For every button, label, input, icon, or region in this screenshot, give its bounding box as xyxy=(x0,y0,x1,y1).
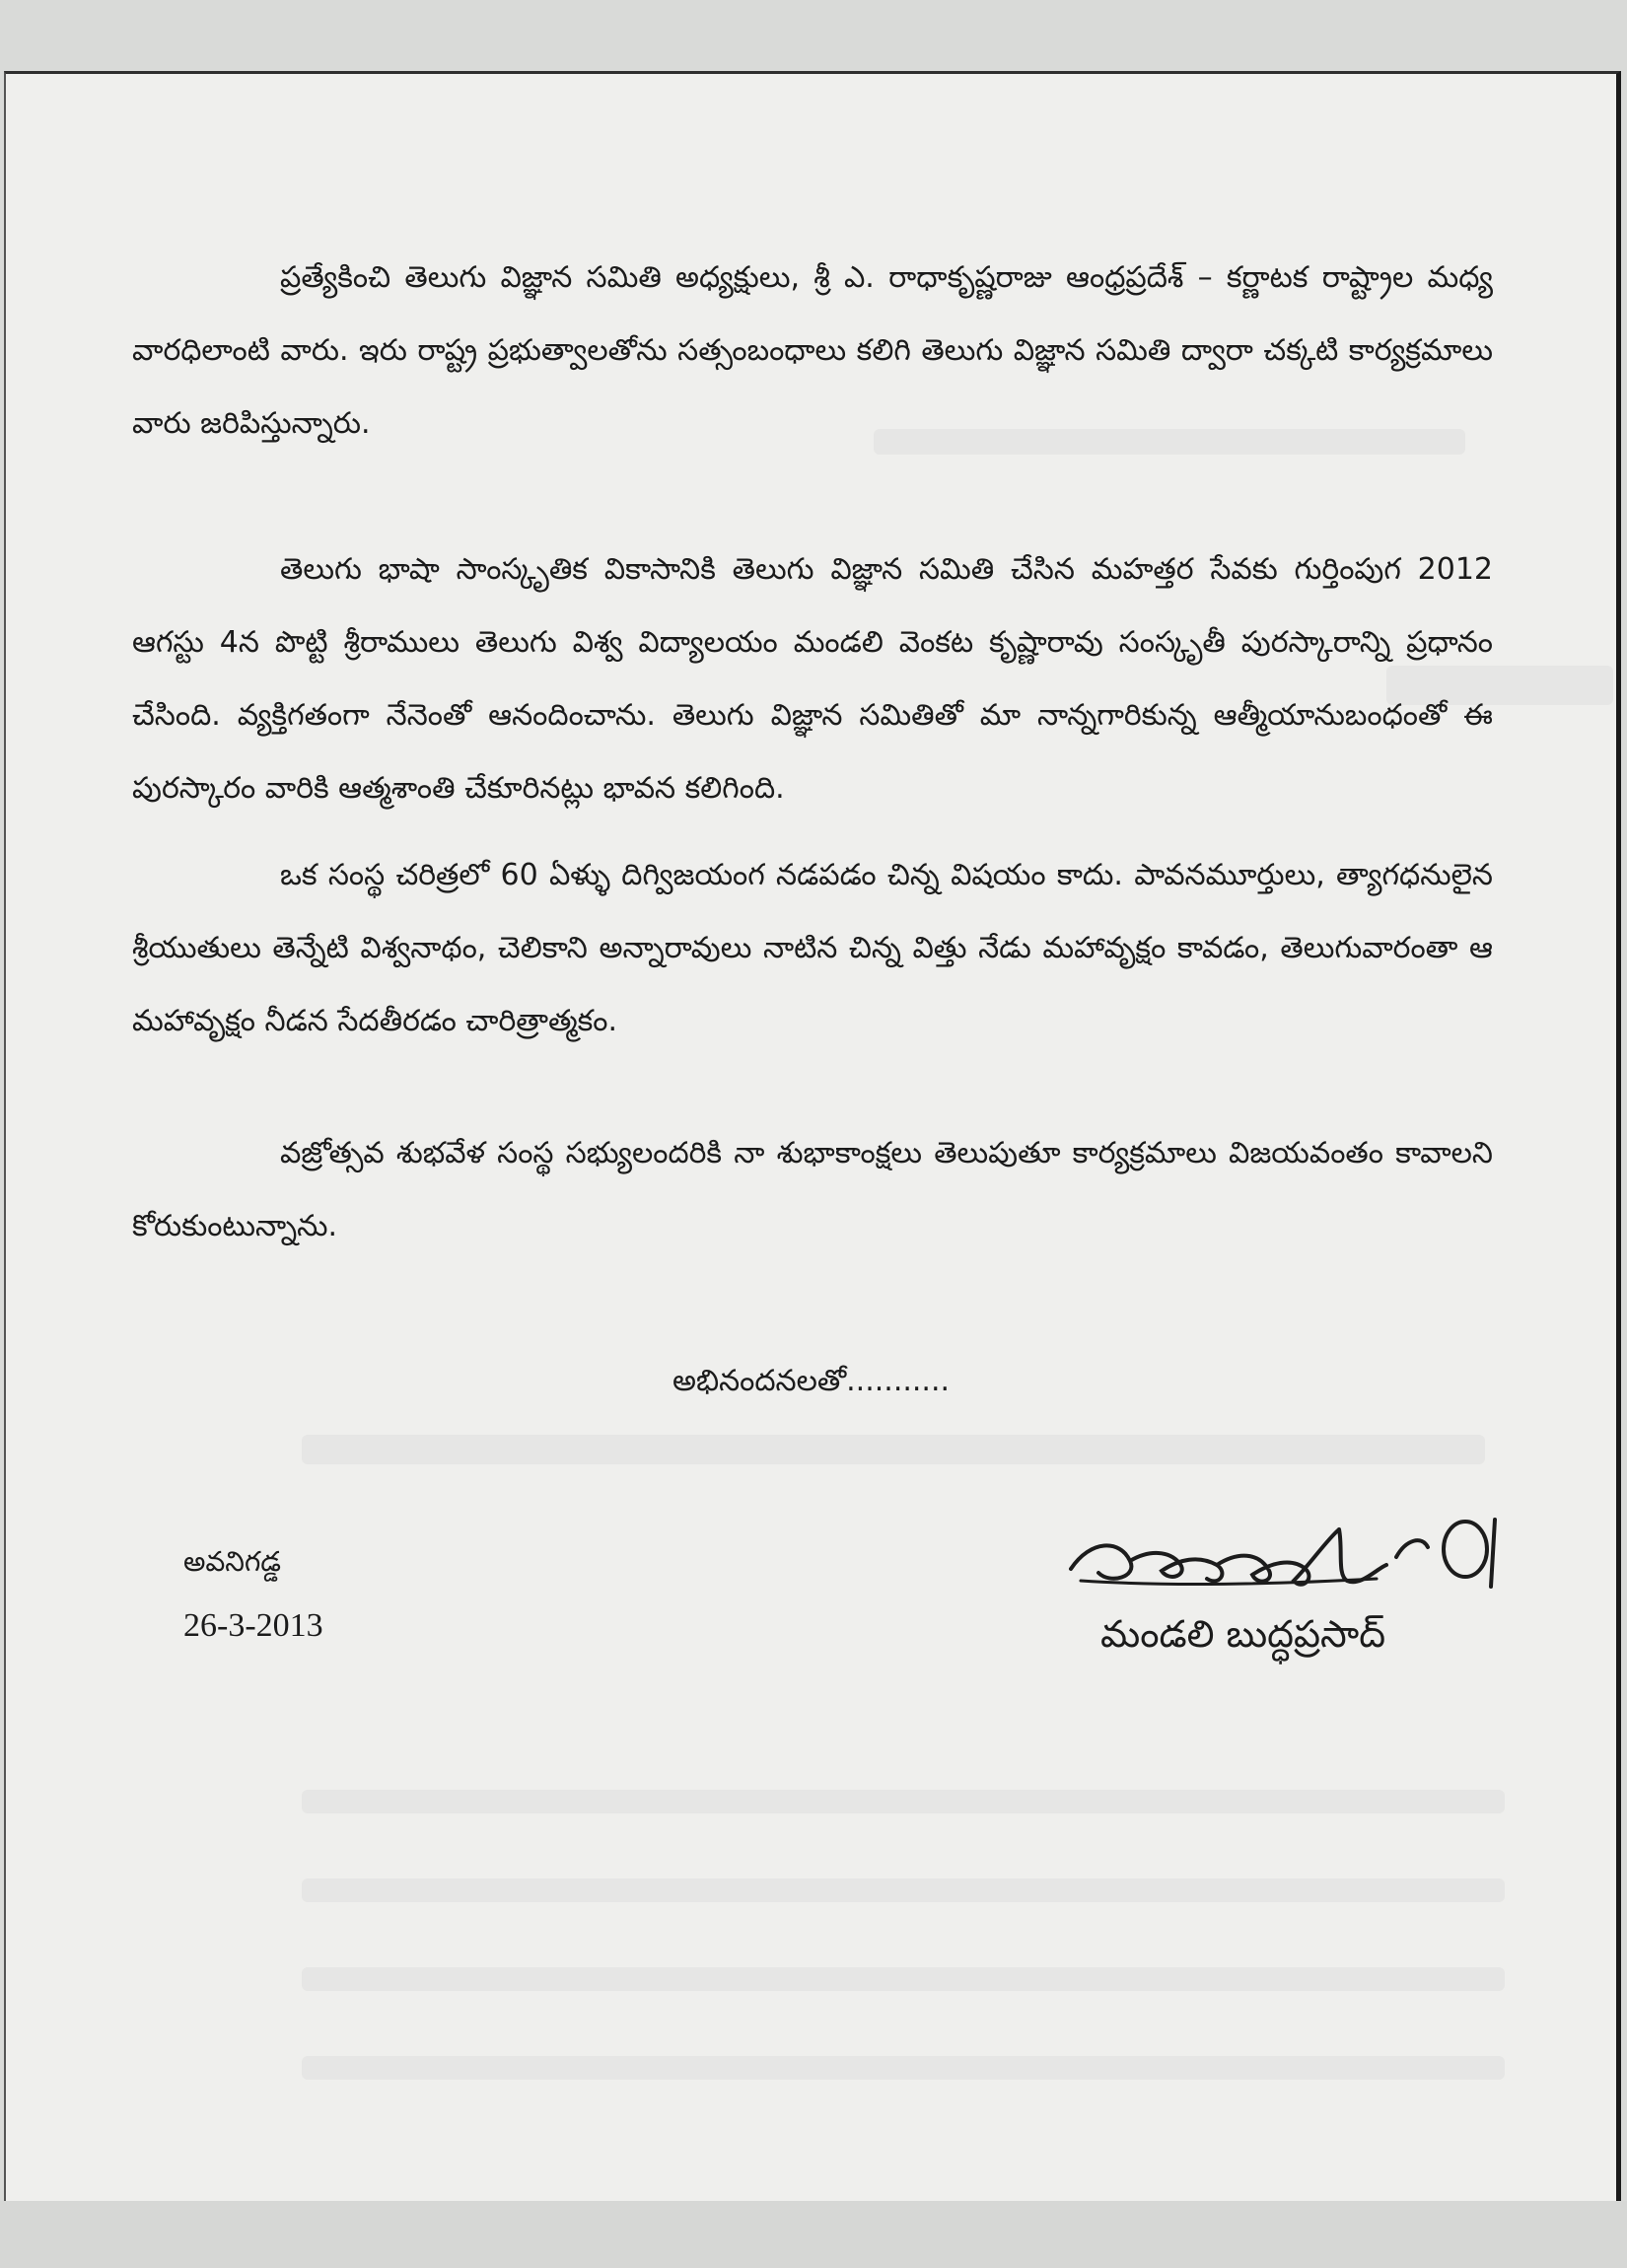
closing-greeting: అభినందనలతో........... xyxy=(672,1364,951,1398)
signer-name: మండలి బుద్ధప్రసాద్ xyxy=(1100,1612,1386,1656)
bleed-through-mark xyxy=(302,2056,1505,2080)
bleed-through-mark xyxy=(302,1790,1505,1813)
paragraph-1: ప్రత్యేకించి తెలుగు విజ్ఞాన సమితి అధ్యక్షులు, శ్రీ ఎ. రాధాకృష్ణరాజు ఆంధ్రప్రదేశ్ – కర్ణాటక రాష్ట్రాల మధ్య వారధిలాంటి వారు. ఇరు రాష్ట్ర ప్రభుత్వాలతోను సత్సంబంధాలు కలిగి తెలుగు విజ్ఞాన సమితి ద్వారా చక్కటి కార్యక్రమాలు వారు జరిపిస్తున్నారు. xyxy=(132,260,1493,441)
letter-page xyxy=(4,71,1621,2201)
paragraph-3: ఒక సంస్థ చరిత్రలో 60 ఏళ్ళు దిగ్విజయంగ నడపడం చిన్న విషయం కాదు. పావనమూర్తులు, త్యాగధనులైన శ్రీయుతులు తెన్నేటి విశ్వనాథం, చెలికాని అన్నారావులు నాటిన చిన్న విత్తు నేడు మహావృక్షం కావడం, తెలుగువారంతా ఆ మహావృక్షం నీడన సేదతీరడం చారిత్రాత్మకం. xyxy=(132,858,1493,1038)
place-name: అవనిగడ్డ xyxy=(183,1545,282,1578)
scan-bottom-margin xyxy=(0,2201,1627,2268)
handwritten-signature xyxy=(1051,1500,1505,1608)
letter-date: 26-3-2013 xyxy=(183,1607,323,1644)
paragraph-2: తెలుగు భాషా సాంస్కృతిక వికాసానికి తెలుగు విజ్ఞాన సమితి చేసిన మహత్తర సేవకు గుర్తింపుగ 2012 ఆగస్టు 4న పొట్టి శ్రీరాములు తెలుగు విశ్వ విద్యాలయం మండలి వెంకట కృష్ణారావు సంస్కృతీ పురస్కారాన్ని ప్రధానం చేసింది. వ్యక్తిగతంగా నేనెంతో ఆనందించాను. తెలుగు విజ్ఞాన సమితితో మా నాన్నగారికున్న ఆత్మీయానుబంధంతో ఈ పురస్కారం వారికి ఆత్మశాంతి చేకూరినట్లు భావన కలిగింది. xyxy=(132,552,1493,806)
bleed-through-mark xyxy=(302,1967,1505,1991)
paragraph-4: వజ్రోత్సవ శుభవేళ సంస్థ సభ్యులందరికి నా శుభాకాంక్షలు తెలుపుతూ కార్యక్రమాలు విజయవంతం కావాలని కోరుకుంటున్నాను. xyxy=(132,1136,1493,1243)
bleed-through-mark xyxy=(302,1878,1505,1902)
bleed-through-mark xyxy=(302,1435,1485,1464)
